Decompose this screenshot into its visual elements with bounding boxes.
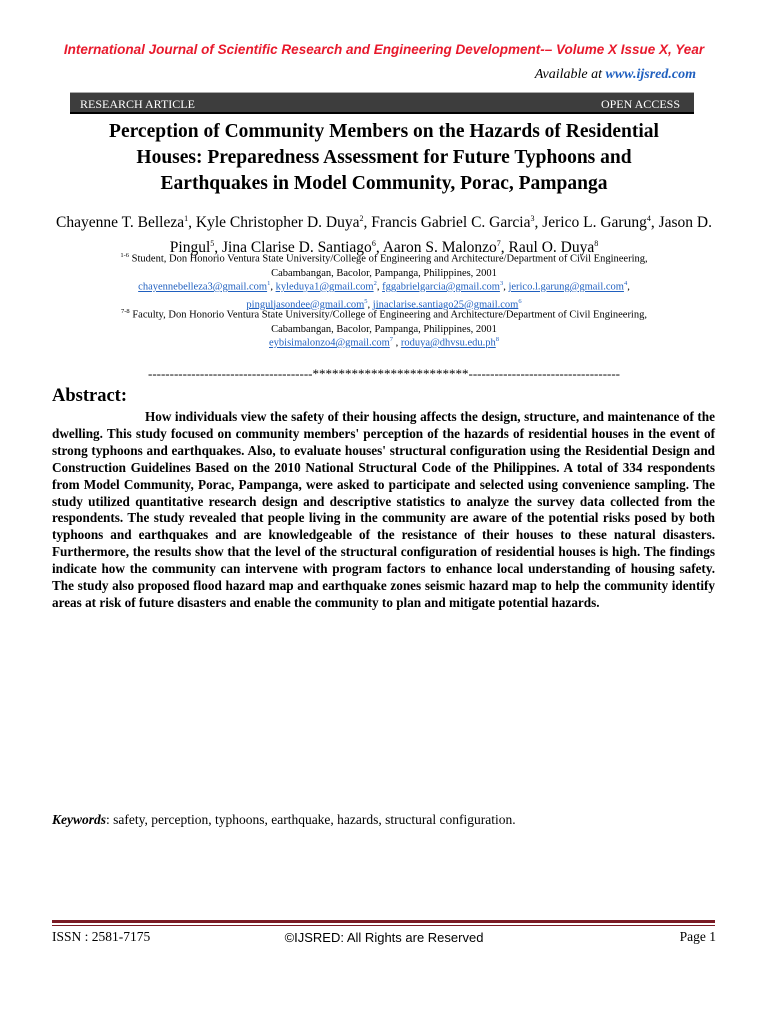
- abstract-heading: Abstract:: [52, 386, 128, 406]
- author-sup: 7: [496, 239, 501, 249]
- availability-line: [535, 67, 696, 83]
- email-link[interactable]: pinguljasondee@gmail.com: [246, 299, 365, 310]
- keywords-label: Keywords: [52, 812, 106, 827]
- section-divider: --------------------------------------************************-----------------------------------: [147, 366, 621, 381]
- article-type-banner: [70, 92, 694, 114]
- author-name: Francis Gabriel C. Garcia: [371, 214, 531, 232]
- email-link[interactable]: fggabrielgarcia@gmail.com: [382, 281, 500, 293]
- footer-rule-thin: [52, 925, 715, 926]
- author-name: Jerico L. Garung: [542, 214, 647, 232]
- author-name: Jina Clarise D. Santiago: [222, 239, 372, 257]
- access-label: OPEN ACCESS: [600, 97, 680, 111]
- affiliation-address: Cabambangan, Bacolor, Pampanga, Philippines, 2001: [271, 323, 497, 335]
- author-sup: 3: [530, 214, 535, 223]
- journal-url-link[interactable]: www.ijsred.com: [605, 67, 696, 82]
- paper-title: [40, 119, 728, 197]
- keywords: [52, 812, 516, 828]
- author-name: Jason D. Pingul: [169, 214, 712, 257]
- footer-rule-thick: [52, 920, 715, 923]
- available-at-label: Available at: [534, 67, 602, 82]
- email-sup: 3: [499, 280, 504, 287]
- author-name: Aaron S. Malonzo: [382, 239, 497, 257]
- journal-header: International Journal of Scientific Research and Engineering Development-– Volume X Issue X, Year: [63, 42, 705, 57]
- author-sup: 2: [359, 214, 364, 223]
- email-sup: 5: [364, 297, 368, 305]
- email-link[interactable]: kyleduya1@gmail.com: [275, 281, 374, 293]
- email-link[interactable]: jinaclarise.santiago25@gmail.com: [372, 299, 519, 310]
- student-emails: chayennebelleza3@gmail.com$^1$, kyleduya1@gmail.com$^2$, fggabrielgarcia@gmail.com$^3$, jerico.l.garung@gmail.com$^4$, pinguljasondee@gmail.com$^5$, jinaclarise.santiago25@gmail.com$^6$: [138, 280, 630, 310]
- author-sup: 1: [184, 214, 189, 223]
- author-name: Chayenne T. Belleza: [56, 214, 185, 232]
- footer-issn: ISSN : 2581-7175: [52, 929, 151, 944]
- author-sup: 6: [371, 239, 376, 249]
- email-link[interactable]: roduya@dhvsu.edu.ph: [400, 337, 496, 349]
- email-sup: 1: [267, 280, 271, 287]
- footer-page-number: Page 1: [679, 929, 716, 944]
- email-sup: 8: [495, 336, 499, 343]
- author-sup: 4: [646, 214, 651, 223]
- keywords-text: : safety, perception, typhoons, earthquake, hazards, structural configuration.: [106, 812, 516, 827]
- affiliation-sup: 1-6: [120, 252, 130, 259]
- abstract-body: How individuals view the safety of their housing affects the design, structure, and maintenance of the dwelling. This study focused on community members' perception of the hazards of residential houses in the event of strong typhoons and earthquakes. Also, to evaluate houses' structural configuration using the Residential Design and Construction Guidelines Based on the 2010 National Structural Code of the Philippines. A total of 334 respondents from Model Community, Porac, Pampanga, were asked to participate and selected using convenience sampling. The study utilized quantitative research design and descriptive statistics to analyze the survey data collected from the respondents. The study revealed that people living in the community are aware of the potential risks posed by both typhoons and earthquakes and are knowledgeable of the resistance of their houses to these natural disasters. Furthermore, the results show that the level of the structural configuration of residential houses is high. The findings indicate how the community can intervene with program factors to enhance local understanding of housing safety. The study also proposed flood hazard map and earthquake zones seismic hazard map to help the community identify areas at risk of future disasters and enable the community to plan and mitigate potential hazards.: [52, 409, 715, 610]
- author-sup: 8: [594, 239, 599, 249]
- title-line-2: Houses: Preparedness Assessment for Future Typhoons and: [136, 147, 632, 168]
- faculty-emails: eybisimalonzo4@gmail.com$^7$ , $roduya@dhvsu.edu.ph^8$: [269, 336, 499, 349]
- author-name: Raul O. Duya: [508, 239, 595, 257]
- email-sup: 2: [373, 280, 377, 287]
- article-type-label: RESEARCH ARTICLE: [80, 97, 195, 111]
- author-name: Kyle Christopher D. Duya: [195, 214, 360, 232]
- email-link[interactable]: jerico.l.garung@gmail.com: [508, 281, 624, 293]
- email-link[interactable]: chayennebelleza3@gmail.com: [138, 281, 268, 293]
- author-list: Chayenne T. Belleza$^1$, Kyle Christopher D. Duya$^2$, Francis Gabriel C. Garcia$^3$, Jerico L. Garung$^4$, Jason D. Pingul$^5$, Jina Clarise D. Santiago$^6$, Aaron S. Malonzo$^7$, Raul O. Duya$^8$: [56, 214, 712, 257]
- email-sup: 4: [623, 280, 628, 287]
- affiliation-line: Student, Don Honorio Ventura State University/College of Engineering and Architecture/Department of Civil Engineering,: [129, 253, 648, 265]
- title-line-1: Perception of Community Members on the Hazards of Residential: [109, 121, 659, 142]
- affiliation-address: Cabambangan, Bacolor, Pampanga, Philippines, 2001: [271, 267, 497, 279]
- affiliation-sup: 7-8: [121, 308, 130, 315]
- affiliation-line: Faculty, Don Honorio Ventura State University/College of Engineering and Architecture/Department of Civil Engineering,: [129, 309, 647, 321]
- affiliation-faculty: [40, 305, 728, 337]
- email-sup: 6: [518, 297, 522, 305]
- author-sup: 5: [210, 239, 215, 249]
- footer-copyright: ©IJSRED: All Rights are Reserved: [284, 930, 484, 945]
- title-line-3: Earthquakes in Model Community, Porac, Pampanga: [160, 173, 608, 194]
- email-sup: 7: [389, 336, 394, 343]
- affiliation-students: [40, 249, 728, 281]
- email-link[interactable]: eybisimalonzo4@gmail.com: [269, 337, 390, 349]
